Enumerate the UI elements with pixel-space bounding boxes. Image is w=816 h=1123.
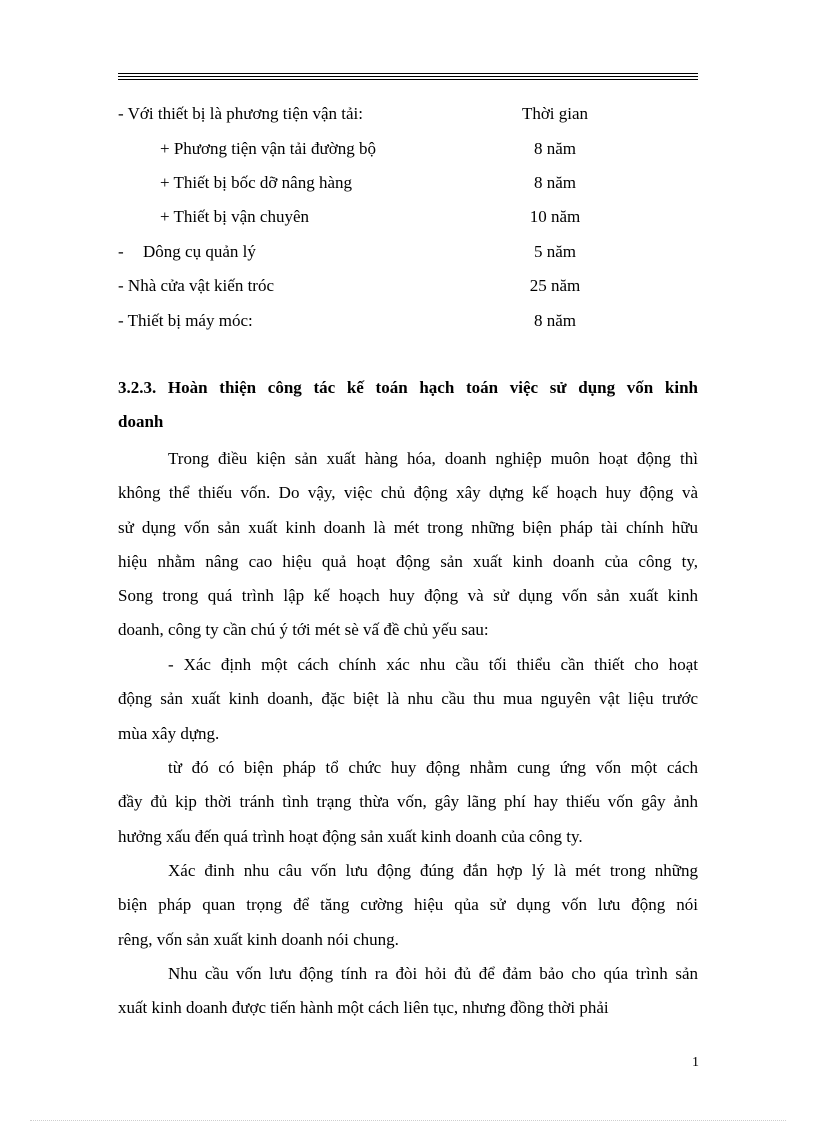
paragraph-line: rêng, vốn sản xuất kinh doanh nói chung. [118,929,399,949]
table-row-label: - Thiết bị máy móc: [118,311,253,330]
section-heading-line: 3.2.3. Hoàn thiện công tác kế toán hạch toán việc sử dụng vốn kinh [118,378,698,397]
paragraph-line: - Xác định một cách chính xác nhu cầu tối thiểu cần thiết cho hoạt [168,655,698,674]
paragraph [118,854,698,957]
table-intro-label: - Với thiết bị là phương tiện vận tải: [118,104,364,123]
page-bottom-edge [30,1120,786,1121]
paragraph-line: xuất kinh doanh được tiến hành một cách liên tục, nhưng đồng thời phải [118,998,609,1018]
table-row-value: 5 năm [533,242,577,261]
section-heading-line: doanh [118,412,164,431]
paragraph-line: Song trong quá trình lập kế hoạch huy động và sử dụng vốn sản xuất kinh [118,586,698,606]
header-rule [118,73,698,74]
paragraph-line: không thể thiếu vốn. Do vậy, việc chủ động xây dựng kế hoạch huy động và [118,483,698,503]
paragraph-line: doanh, công ty cần chú ý tới mét sè vấ đề chủ yếu sau: [118,620,489,640]
paragraph-line: đầy đủ kịp thời tránh tình trạng thừa vốn, gây lãng phí hay thiếu vốn gây ảnh [118,792,698,812]
paragraph-line: động sản xuất kinh doanh, đặc biệt là nhu cầu thu mua nguyên vật liệu trước [118,689,698,709]
paragraph [118,442,698,648]
table-intro-value: Thời gian [521,104,589,123]
table-row-label: + Thiết bị bốc dỡ nâng hàng [160,173,353,192]
table-row-value: 8 năm [533,173,577,192]
paragraph [118,751,698,854]
table-row-value: 10 năm [529,207,581,226]
paragraph-line: từ đó có biện pháp tổ chức huy động nhằm cung ứng vốn một cách [168,758,698,777]
page-number: 1 [692,1055,699,1070]
table-row-value: 8 năm [533,139,577,158]
table-row-label [118,242,256,262]
paragraph-line: sử dụng vốn sản xuất kinh doanh là mét trong những biện pháp tài chính hữu [118,517,698,537]
paragraph [118,957,698,1026]
table-row-value: 8 năm [533,311,577,330]
section-heading [118,371,698,439]
paragraph-line: Trong điều kiện sản xuất hàng hóa, doanh nghiệp muôn hoạt động thì [168,449,698,468]
table-row-label: + Thiết bị vận chuyên [160,207,310,226]
header-rule [118,79,698,80]
paragraph [118,648,698,751]
table-row-value: 25 năm [529,276,581,295]
paragraph-line: Xác đinh nhu câu vốn lưu động đúng đắn hợp lý là mét trong những [168,861,698,880]
paragraph-line: mùa xây dựng. [118,723,220,743]
paragraph-line: hưởng xấu đến quá trình hoạt động sản xuất kinh doanh của công ty. [118,826,583,846]
paragraph-line: Nhu cầu vốn lưu động tính ra đòi hỏi đủ để đảm bảo cho qúa trình sản [168,964,698,983]
table-row-text: Dông cụ quản lý [143,242,256,261]
header-rule [118,76,698,77]
table-row-label: - Nhà cửa vật kiến tróc [118,276,275,295]
paragraph-line: biện pháp quan trọng để tăng cường hiệu qủa sử dụng vốn lưu động nói [118,895,698,915]
table-row-label: + Phương tiện vận tải đường bộ [160,139,376,158]
list-dash: - [118,242,124,261]
paragraph-line: hiệu nhằm nâng cao hiệu quả hoạt động sản xuất kinh doanh của công ty, [118,551,698,571]
